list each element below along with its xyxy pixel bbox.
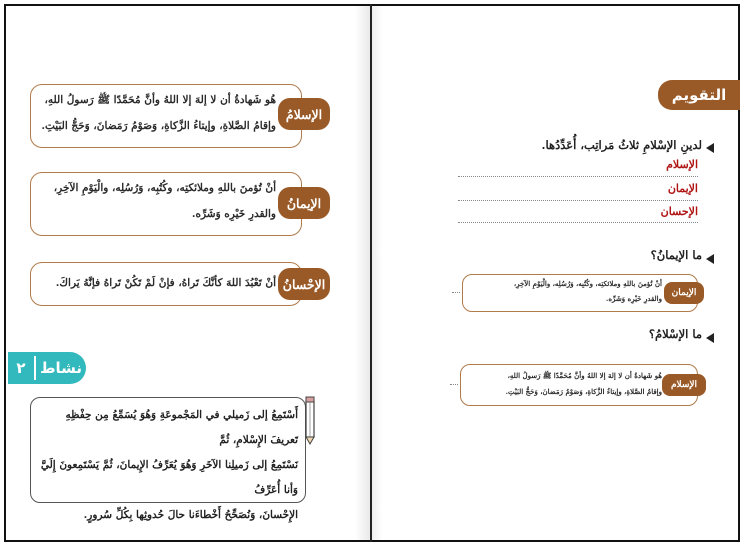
answer-line-1 [458, 176, 698, 177]
answer-ihsan: الإحسان [660, 205, 698, 218]
evaluation-header: التقويم [658, 80, 740, 110]
answer-dash-2 [452, 292, 460, 293]
activity-line2: نَسْتَمِعُ إلى زَميلِنا الآخَرِ وَهُوَ يُعَرِّفُ الإِيمانَ، ثُمَّ يَسْتَمِعونَ إِلَيَّ وَأنا أُعَرِّفُ [40, 459, 298, 496]
answer-dash-3 [450, 384, 458, 385]
right-page-gutter [372, 6, 382, 540]
answer-line-2 [458, 200, 698, 201]
pencil-icon [304, 395, 316, 445]
activity-line3: الإِحْسانَ، وَنُصَحِّحُ أَخْطاءَنا حالَ حُدوثِها بِكُلِّ سُرورٍ. [83, 509, 298, 521]
tag-islam: الإسلامُ [278, 98, 330, 130]
answer-islam-line1: هُو شَهادةُ أن لا إلهَ إلا اللهُ وأنَّ مُحَمَّدًا ﷺ رَسولُ اللهِ، [507, 371, 662, 380]
question-2-arrow-icon [706, 254, 714, 264]
question-3-arrow-icon [706, 333, 714, 343]
left-page-gutter [355, 6, 370, 540]
definition-islam-line2: وإقامُ الصَّلاةِ، وإيتاءُ الزَّكاةِ، وَصَوْمُ رَمَضانَ، وَحَجُّ البَيْتِ. [41, 120, 276, 132]
answer-islam-line2: وإقامُ الصَّلاةِ، وإيتاءُ الزَّكاةِ، وَصَوْمُ رَمَضانَ، وَحَجُّ البَيْتِ. [505, 387, 662, 396]
answer-islam: الإسلام [666, 158, 698, 171]
book-spine [370, 4, 372, 542]
activity-instructions [36, 403, 298, 528]
activity-number: ٢ [8, 356, 36, 380]
answer-iman-line2: والقدرِ خَيْرِه وَشَرِّه. [605, 294, 662, 303]
definition-ihsan-line1: أنْ تَعْبُدَ اللهَ كأنَّكَ تَراهُ، فإنْ لَمْ تَكُنْ تَراهُ فإنَّهُ يَراكَ. [55, 277, 276, 289]
answer-tag-islam: الإسلام [662, 374, 706, 396]
question-2-text: ما الإيمانُ؟ [650, 248, 702, 262]
tag-iman: الإيمانُ [278, 187, 330, 219]
definition-iman-line1: أنْ تُؤمنَ باللهِ وملائكتِه، وكُتُبِه، وَرُسُلِه، والْيَوْمِ الآخِرِ، [53, 182, 276, 194]
answer-tag-iman: الإيمان [664, 282, 704, 304]
question-3-text: ما الإسْلامُ؟ [648, 327, 702, 341]
answer-iman: الإيمان [667, 182, 698, 195]
answer-iman-line1: أنْ تُؤمنَ باللهِ وملائكتِه، وكُتُبِه، وَرُسُلِه، والْيَوْمِ الآخِرِ، [513, 279, 662, 288]
activity-label: نشاط [39, 359, 83, 377]
question-1-text: لدينِ الإسْلامِ ثلاثُ مَراتِب، أُعَدِّدُها. [541, 138, 702, 152]
definition-iman-line2: والقدرِ خَيْرِه وَشَرِّه. [191, 208, 276, 220]
tag-ihsan: الإحْسانُ [278, 268, 330, 300]
answer-line-3 [458, 222, 698, 223]
definition-islam-line1: هُو شَهادةُ أن لا إلهَ إلا اللهُ وأنَّ مُحَمَّدًا ﷺ رَسولُ اللهِ، [44, 94, 276, 106]
question-1-arrow-icon [706, 143, 714, 153]
activity-line1: أَسْتَمِعُ إلى زَميلي في المَجْموعَةِ وَهُوَ يُسَمِّعُ مِن حِفْظِهِ تَعريفَ الإِسْلامِ، ثُمَّ [65, 409, 298, 446]
